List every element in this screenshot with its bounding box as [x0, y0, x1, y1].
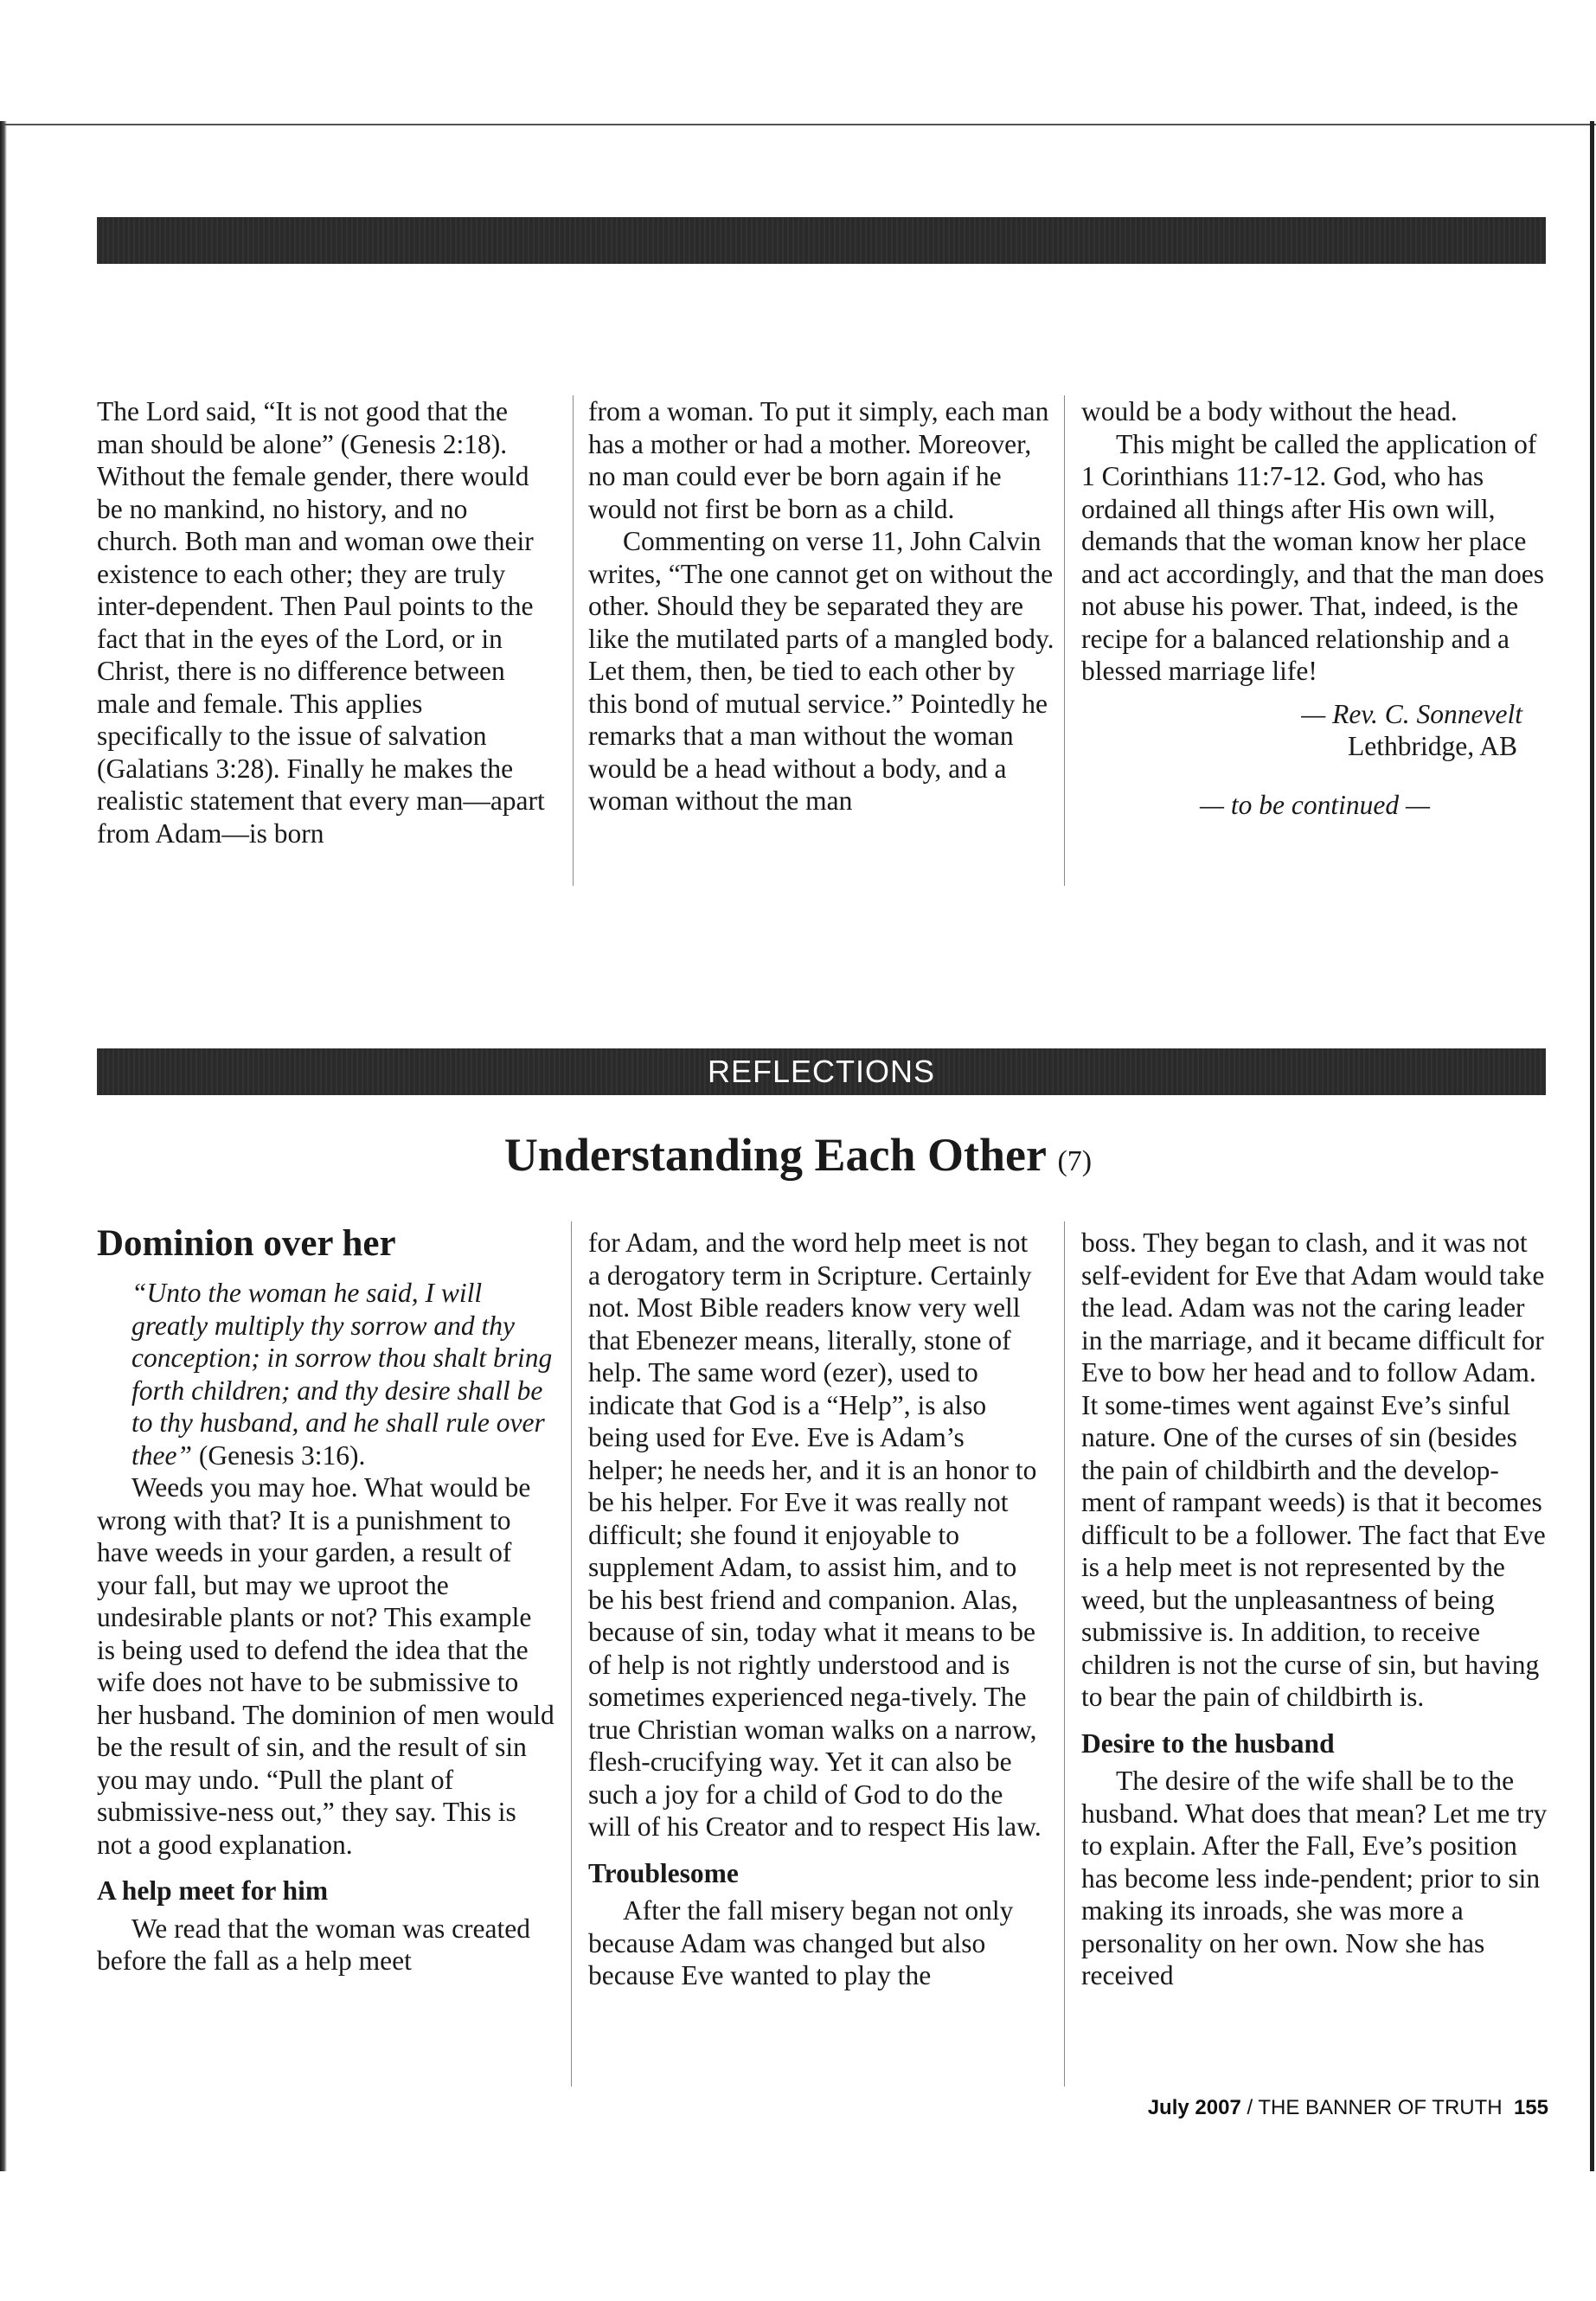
scripture-quote: [97, 1277, 555, 1471]
subheading: A help meet for him: [97, 1875, 329, 1906]
paragraph: for Adam, and the word help meet is not a derogatory term in Scripture. Certainly not. Most Bible readers know very well that Ebenezer means, literally, stone of help. The same word (ezer), used to indicate that God is a “Help”, is also being used for Eve. Eve is Adam’s helper; he needs her, and it is an honor to be his helper. For Eve it was really not difficult; she found it enjoyable to supplement Adam, to assist him, and to be his best friend and companion. Alas, because of sin, today what it means to be of help is not rightly understood and is sometimes experienced nega-tively. The true Christian woman walks on a narrow, flesh-crucifying way. Yet it can also be such a joy for a child of God to do the will of his Creator and to respect His law.: [588, 1227, 1042, 1842]
subheading: Troublesome: [588, 1857, 739, 1888]
paragraph: would be a body without the head.: [1081, 396, 1458, 426]
paragraph: The desire of the wife shall be to the husband. What does that mean? Let me try to explain. After the Fall, Eve’s position has become less inde-pendent; prior to sin making its inroads, she was more a personality on her own. Now she has received: [1081, 1766, 1548, 1990]
scripture-reference: (Genesis 3:16).: [191, 1439, 366, 1471]
article-column-3: [1081, 1227, 1548, 1992]
column-rule: [573, 395, 574, 886]
scan-border-top: [0, 124, 1596, 125]
author-signature: [1081, 698, 1548, 763]
top-column-2: [588, 395, 1055, 817]
page-number: 155: [1513, 2096, 1548, 2119]
header-bar: [97, 217, 1546, 264]
section-heading: Dominion over her: [97, 1223, 396, 1264]
continued-note: — to be continued —: [1200, 789, 1430, 820]
author-location: Lethbridge, AB: [1348, 731, 1517, 761]
top-column-1: [97, 395, 548, 849]
column-rule: [1064, 1221, 1065, 2086]
section-banner: [97, 1048, 1546, 1095]
top-column-3: [1081, 395, 1548, 821]
footer-publication: THE BANNER OF TRUTH: [1258, 2096, 1503, 2119]
article-column-2: [588, 1227, 1047, 1992]
paragraph: boss. They began to clash, and it was not self-evident for Eve that Adam would take the lead. Adam was not the caring leader in the marriage, and it became difficult for Eve to bow her head and to follow Adam. It some-times went against Eve’s sinful nature. One of the curses of sin (besides the pain of childbirth and the develop-ment of rampant weeds) is that it becomes difficult to be a follower. The fact that Eve is a help meet is not represented by the weed, but the unpleasantness of being submissive is. In addition, to receive children is not the curse of sin, but having to bear the pain of childbirth is.: [1081, 1227, 1546, 1712]
paragraph: After the fall misery began not only because Adam was changed but also because Eve wanted to play the: [588, 1895, 1014, 1990]
column-rule: [1064, 395, 1065, 886]
footer-separator: /: [1240, 2096, 1259, 2119]
article-title-text: Understanding Each Other: [503, 1129, 1046, 1181]
section-banner-label: REFLECTIONS: [707, 1054, 936, 1089]
paragraph: Weeds you may hoe. What would be wrong with that? It is a punishment to have weeds in your garden, a result of your fall, but may we uproot the undesirable plants or not? This example is being used to defend the idea that the wife does not have to be submissive to her husband. The dominion of men would be the result of sin, and the result of sin you may undo. “Pull the plant of submissive-ness out,” they say. This is not a good explanation.: [97, 1472, 554, 1860]
page-footer: [1055, 2096, 1548, 2120]
paragraph: Commenting on verse 11, John Calvin writes, “The one cannot get on without the other. Should they be separated they are like the mutilated parts of a mangled body. Let them, then, be tied to each other by this bond of mutual service.” Pointedly he remarks that a man without the woman would be a head without a body, and a woman without the man: [588, 526, 1054, 816]
paragraph: We read that the woman was created before the fall as a help meet: [97, 1913, 530, 1976]
column-rule: [571, 1221, 572, 2086]
article-title: [0, 1126, 1596, 1190]
article-column-1: [97, 1221, 555, 1977]
paragraph: from a woman. To put it simply, each man has a mother or had a mother. Moreover, no man could ever be born again if he would not first be born as a child.: [588, 396, 1049, 524]
scripture-quote-text: “Unto the woman he said, I will greatly multiply thy sorrow and thy conception; in sorrow thou shalt bring forth children; and thy desire shall be to thy husband, and he shall rule over thee”: [131, 1278, 553, 1471]
paragraph: The Lord said, “It is not good that the man should be alone” (Genesis 2:18). Without the female gender, there would be no mankind, no history, and no church. Both man and woman owe their existence to each other; they are truly inter-dependent. Then Paul points to the fact that in the eyes of the Lord, or in Christ, there is no difference between male and female. This applies specifically to the issue of salvation (Galatians 3:28). Finally he makes the realistic statement that every man—apart from Adam—is born: [97, 396, 545, 849]
article-part-number: (7): [1057, 1145, 1093, 1177]
subheading: Desire to the husband: [1081, 1727, 1335, 1759]
author-name: — Rev. C. Sonnevelt: [1301, 698, 1522, 729]
footer-date: July 2007: [1147, 2096, 1241, 2119]
paragraph: This might be called the application of 1 Corinthians 11:7-12. God, who has ordained all things after His own will, demands that the woman know her place and act accordingly, and that the man does not abuse his power. That, indeed, is the recipe for a balanced relationship and a blessed marriage life!: [1081, 428, 1545, 686]
